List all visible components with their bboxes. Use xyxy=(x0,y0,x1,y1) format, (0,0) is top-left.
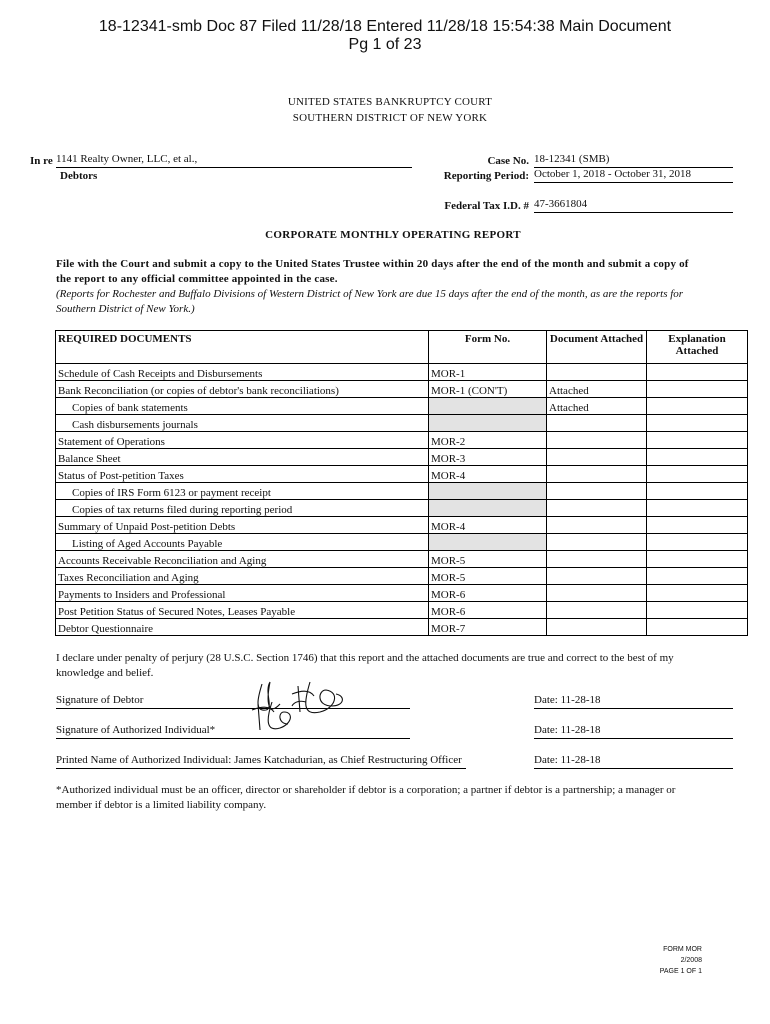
document-name-cell: Post Petition Status of Secured Notes, Leases Payable xyxy=(56,602,429,619)
explanation-attached-cell xyxy=(647,398,748,415)
document-attached-cell xyxy=(547,534,647,551)
explanation-attached-cell xyxy=(647,568,748,585)
form-footer xyxy=(660,944,702,977)
document-name-cell: Schedule of Cash Receipts and Disbursements xyxy=(56,364,429,381)
explanation-attached-cell xyxy=(647,534,748,551)
document-attached-cell xyxy=(547,483,647,500)
form-no-cell: MOR-1 (CON'T) xyxy=(429,381,547,398)
explanation-attached-cell xyxy=(647,483,748,500)
case-no-field: 18-12341 (SMB) xyxy=(534,153,733,168)
form-no-cell xyxy=(429,500,547,517)
table-row xyxy=(56,534,748,551)
table-row xyxy=(56,619,748,636)
tax-id-label: Federal Tax I.D. # xyxy=(444,200,529,212)
document-attached-cell xyxy=(547,568,647,585)
table-row xyxy=(56,551,748,568)
document-name-cell: Taxes Reconciliation and Aging xyxy=(56,568,429,585)
table-body xyxy=(56,364,748,636)
document-name-cell: Copies of bank statements xyxy=(56,398,429,415)
document-name-cell: Payments to Insiders and Professional xyxy=(56,585,429,602)
table-row xyxy=(56,449,748,466)
form-no-cell: MOR-6 xyxy=(429,585,547,602)
document-name-cell: Bank Reconciliation (or copies of debtor's bank reconciliations) xyxy=(56,381,429,398)
handwritten-signature-authorized xyxy=(246,700,306,740)
table-row xyxy=(56,568,748,585)
document-name-cell: Status of Post-petition Taxes xyxy=(56,466,429,483)
table-row xyxy=(56,602,748,619)
header-required-documents: REQUIRED DOCUMENTS xyxy=(56,331,429,364)
filing-instructions-italic: (Reports for Rochester and Buffalo Divisions of Western District of New York are due 15 days after the end of the month, as are the reports for Southern District of New York.) xyxy=(56,288,684,315)
form-no-cell xyxy=(429,398,547,415)
form-no-cell: MOR-3 xyxy=(429,449,547,466)
explanation-attached-cell xyxy=(647,500,748,517)
document-name-cell: Balance Sheet xyxy=(56,449,429,466)
form-no-cell: MOR-7 xyxy=(429,619,547,636)
form-no-cell: MOR-2 xyxy=(429,432,547,449)
filing-instructions xyxy=(56,257,696,317)
form-no-cell: MOR-6 xyxy=(429,602,547,619)
table-row xyxy=(56,364,748,381)
document-attached-cell xyxy=(547,551,647,568)
table-row xyxy=(56,415,748,432)
explanation-attached-cell xyxy=(647,602,748,619)
document-name-cell: Listing of Aged Accounts Payable xyxy=(56,534,429,551)
document-attached-cell: Attached xyxy=(547,398,647,415)
table-row xyxy=(56,432,748,449)
signature-authorized-line: Signature of Authorized Individual* xyxy=(56,724,410,739)
document-name-cell: Copies of IRS Form 6123 or payment receipt xyxy=(56,483,429,500)
perjury-declaration: I declare under penalty of perjury (28 U.S.C. Section 1746) that this report and the attached documents are true and correct to the best of my knowledge and belief. xyxy=(56,652,674,679)
table-row xyxy=(56,466,748,483)
ecf-stamp-line2: Pg 1 of 23 xyxy=(348,36,422,53)
header-form-no: Form No. xyxy=(429,331,547,364)
explanation-attached-cell xyxy=(647,466,748,483)
form-no-cell: MOR-4 xyxy=(429,517,547,534)
table-row xyxy=(56,483,748,500)
printed-name-date: Date: 11-28-18 xyxy=(534,754,733,769)
in-re-label: In re xyxy=(30,155,53,167)
form-no-cell: MOR-1 xyxy=(429,364,547,381)
explanation-attached-cell xyxy=(647,432,748,449)
document-attached-cell xyxy=(547,449,647,466)
court-name: UNITED STATES BANKRUPTCY COURT xyxy=(287,96,493,108)
header-document-attached: Document Attached xyxy=(547,331,647,364)
table-row xyxy=(56,585,748,602)
header-explanation-attached: Explanation Attached xyxy=(647,331,748,364)
document-attached-cell xyxy=(547,500,647,517)
document-attached-cell xyxy=(547,364,647,381)
document-attached-cell xyxy=(547,466,647,483)
explanation-attached-cell xyxy=(647,449,748,466)
ecf-stamp-line1: 18-12341-smb Doc 87 Filed 11/28/18 Entered 11/28/18 15:54:38 Main Document xyxy=(98,18,672,35)
case-no-label: Case No. xyxy=(487,155,529,167)
explanation-attached-cell xyxy=(647,585,748,602)
table-row xyxy=(56,517,748,534)
document-attached-cell xyxy=(547,585,647,602)
form-no-cell xyxy=(429,415,547,432)
document-attached-cell xyxy=(547,619,647,636)
table-row xyxy=(56,500,748,517)
required-documents-table xyxy=(55,330,748,636)
form-no-cell xyxy=(429,483,547,500)
filing-instructions-bold: File with the Court and submit a copy to the United States Trustee within 20 days after the end of the month and submit a copy of the report to any official committee appointed in the case. xyxy=(56,258,689,285)
printed-name-line: Printed Name of Authorized Individual: James Katchadurian, as Chief Restructuring Officer xyxy=(56,754,466,769)
court-district: SOUTHERN DISTRICT OF NEW YORK xyxy=(292,112,488,124)
signature-debtor-line: Signature of Debtor xyxy=(56,694,410,709)
signature-debtor-date: Date: 11-28-18 xyxy=(534,694,733,709)
explanation-attached-cell xyxy=(647,619,748,636)
document-name-cell: Accounts Receivable Reconciliation and Aging xyxy=(56,551,429,568)
explanation-attached-cell xyxy=(647,517,748,534)
document-name-cell: Cash disbursements journals xyxy=(56,415,429,432)
form-no-cell xyxy=(429,534,547,551)
document-name-cell: Summary of Unpaid Post-petition Debts xyxy=(56,517,429,534)
document-name-cell: Copies of tax returns filed during reporting period xyxy=(56,500,429,517)
reporting-period-label: Reporting Period: xyxy=(443,170,529,182)
document-name-cell: Debtor Questionnaire xyxy=(56,619,429,636)
document-attached-cell xyxy=(547,432,647,449)
document-attached-cell xyxy=(547,415,647,432)
tax-id-field: 47-3661804 xyxy=(534,198,733,213)
table-header-row xyxy=(56,331,748,364)
form-footer-page: PAGE 1 OF 1 xyxy=(659,968,702,975)
signature-authorized-date: Date: 11-28-18 xyxy=(534,724,733,739)
form-no-cell: MOR-5 xyxy=(429,568,547,585)
table-row xyxy=(56,398,748,415)
form-no-cell: MOR-5 xyxy=(429,551,547,568)
document-attached-cell xyxy=(547,517,647,534)
debtor-name-field: 1141 Realty Owner, LLC, et al., xyxy=(56,153,412,168)
document-attached-cell xyxy=(547,602,647,619)
explanation-attached-cell xyxy=(647,381,748,398)
form-no-cell: MOR-4 xyxy=(429,466,547,483)
explanation-attached-cell xyxy=(647,364,748,381)
report-title: CORPORATE MONTHLY OPERATING REPORT xyxy=(265,229,521,241)
reporting-period-field: October 1, 2018 - October 31, 2018 xyxy=(534,168,733,183)
authorized-individual-footnote: *Authorized individual must be an officer, director or shareholder if debtor is a corporation; a partner if debtor is a partnership; a manager or member if debtor is a limited liability company. xyxy=(56,784,676,811)
form-footer-revision: 2/2008 xyxy=(680,957,702,964)
document-attached-cell: Attached xyxy=(547,381,647,398)
debtors-label: Debtors xyxy=(60,170,98,182)
explanation-attached-cell xyxy=(647,551,748,568)
explanation-attached-cell xyxy=(647,415,748,432)
document-name-cell: Statement of Operations xyxy=(56,432,429,449)
form-footer-name: FORM MOR xyxy=(663,946,702,953)
table-row xyxy=(56,381,748,398)
